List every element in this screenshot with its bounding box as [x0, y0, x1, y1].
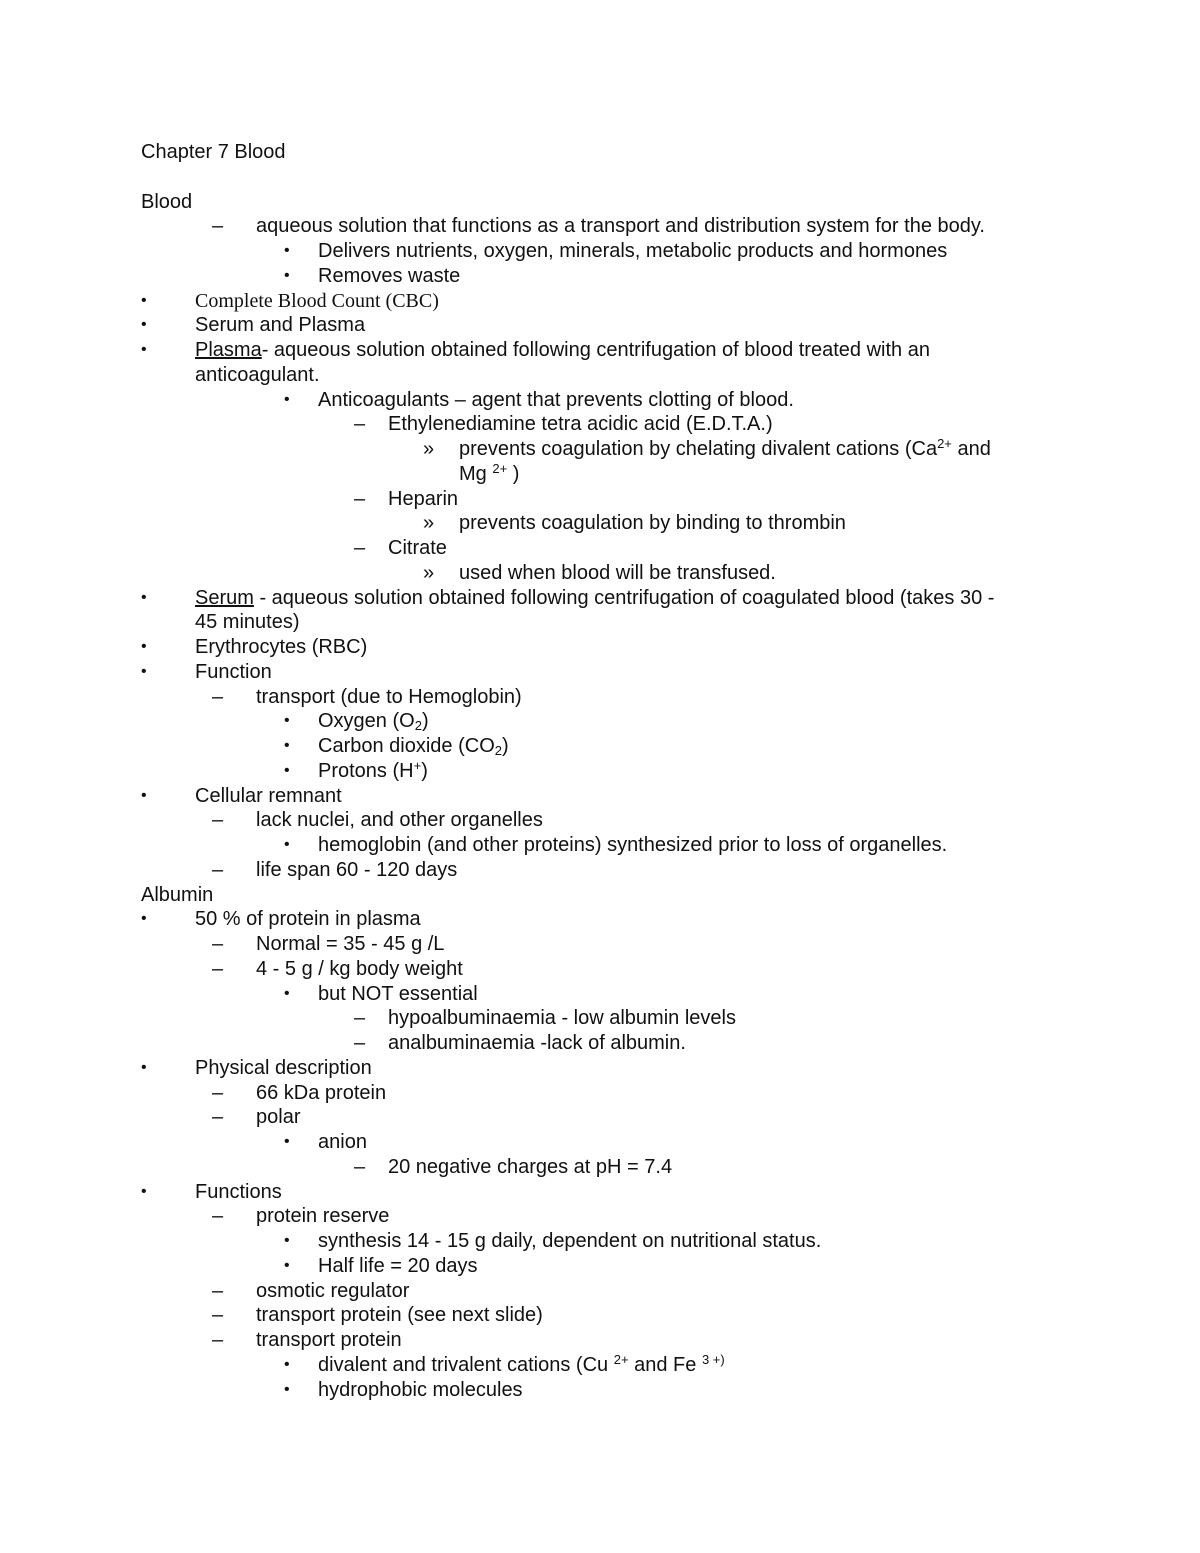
text-run: Citrate	[388, 537, 447, 559]
bullet-marker: •	[284, 984, 290, 1002]
outline-line	[0, 313, 1200, 338]
text-run: Serum and Plasma	[195, 314, 366, 337]
text-run: )	[501, 735, 509, 757]
line-text	[318, 1130, 367, 1155]
outline-line	[0, 685, 1200, 710]
outline-line	[0, 1204, 1200, 1229]
outline-line	[0, 140, 1200, 165]
dash-marker: –	[354, 413, 366, 436]
dash-marker: –	[212, 1081, 224, 1104]
outline-line	[0, 957, 1200, 982]
outline-line	[0, 1031, 1200, 1056]
outline-line	[0, 1006, 1200, 1031]
bullet-marker: •	[284, 390, 290, 408]
line-text	[195, 1180, 282, 1205]
text-run: hydrophobic molecules	[318, 1378, 523, 1401]
line-text	[459, 561, 776, 586]
line-text	[459, 462, 519, 487]
bullet-marker: •	[141, 588, 147, 606]
outline-line	[0, 660, 1200, 685]
bullet-marker: •	[284, 1256, 290, 1274]
outline-line	[0, 214, 1200, 239]
outline-line	[0, 1081, 1200, 1106]
bullet-marker: •	[284, 712, 290, 730]
text-run: - aqueous solution obtained following centrifugation of coagulated blood (takes 30 -	[253, 586, 995, 609]
dash-marker: –	[212, 809, 224, 832]
line-text	[195, 784, 342, 809]
outline-line	[0, 1353, 1200, 1378]
outline-line	[0, 784, 1200, 809]
outline-line	[0, 610, 1200, 635]
outline-line	[0, 363, 1200, 388]
term-underlined: Serum	[195, 586, 254, 609]
line-text	[256, 1303, 543, 1328]
text-run: 4 - 5 g / kg body weight	[256, 957, 463, 980]
text-run: Ethylenediamine tetra acidic acid (E.D.T.A.)	[388, 413, 773, 436]
outline-line	[0, 239, 1200, 264]
line-text	[318, 264, 460, 289]
text-run: Mg	[459, 462, 493, 485]
dash-marker: –	[212, 1304, 224, 1327]
line-text	[256, 1204, 389, 1229]
outline-line	[0, 1328, 1200, 1353]
text-run: prevents coagulation by chelating divalent cations (Ca	[459, 438, 938, 460]
text-run: lack nuclei, and other organelles	[256, 809, 543, 832]
bullet-marker: •	[141, 1182, 147, 1200]
text-run: 45 minutes)	[195, 611, 300, 634]
outline-line	[0, 907, 1200, 932]
line-text	[388, 412, 773, 437]
line-text	[318, 833, 947, 858]
text-run: Protons (H	[318, 759, 414, 782]
line-text	[318, 388, 794, 413]
line-text	[388, 1006, 736, 1031]
text-run: Half life = 20 days	[318, 1254, 478, 1277]
text-run: 50 % of protein in plasma	[195, 908, 421, 931]
bullet-marker: •	[284, 1232, 290, 1249]
line-text	[195, 635, 367, 660]
outline-line	[0, 190, 1200, 215]
line-text	[318, 709, 429, 734]
line-text	[388, 487, 458, 512]
line-text	[459, 437, 991, 462]
bullet-marker: •	[141, 291, 147, 309]
line-text	[195, 586, 994, 611]
text-run: life span 60 - 120 days	[256, 858, 458, 881]
text-run: Complete Blood Count (CBC)	[195, 289, 439, 312]
line-text	[141, 883, 213, 908]
line-text	[256, 808, 543, 833]
bullet-marker: •	[284, 1355, 290, 1373]
outline-line	[0, 462, 1200, 487]
line-text	[256, 957, 463, 982]
text-run: hypoalbuminaemia - low albumin levels	[388, 1007, 736, 1030]
text-run: divalent and trivalent cations (Cu	[318, 1353, 614, 1376]
dash-marker: –	[212, 215, 224, 238]
text-run: Oxygen (O	[318, 710, 415, 733]
text-run: Removes waste	[318, 264, 461, 287]
dash-marker: –	[212, 685, 224, 708]
line-text	[195, 338, 930, 363]
text-run: protein reserve	[256, 1205, 390, 1228]
text-run: Albumin	[141, 883, 214, 906]
text-run: and	[951, 438, 991, 460]
text-run: Function	[195, 660, 272, 683]
text-run: Heparin	[388, 487, 459, 510]
text-run: hemoglobin (and other proteins) synthesized prior to loss of organelles.	[318, 834, 948, 856]
line-text	[318, 239, 947, 264]
outline-line	[0, 982, 1200, 1007]
line-text	[141, 190, 192, 215]
outline-line	[0, 1155, 1200, 1180]
dash-marker: –	[212, 1205, 224, 1228]
text-run: synthesis 14 - 15 g daily, dependent on nutritional status.	[318, 1230, 822, 1252]
line-text	[256, 1081, 386, 1106]
text-run: )	[507, 462, 520, 485]
text-run: 20 negative charges at pH = 7.4	[388, 1155, 673, 1178]
text-run: prevents coagulation by binding to thrombin	[459, 512, 846, 535]
dash-marker: –	[212, 1279, 224, 1302]
outline-line	[0, 734, 1200, 759]
line-text	[195, 1056, 372, 1081]
line-text	[318, 1378, 523, 1403]
text-run: and Fe	[628, 1353, 702, 1376]
outline-line	[0, 1303, 1200, 1328]
line-text	[256, 1105, 300, 1130]
superscript: 2+	[937, 436, 952, 451]
line-text	[318, 734, 509, 759]
bullet-marker: •	[284, 836, 290, 853]
superscript: 2+	[613, 1351, 629, 1367]
outline-line	[0, 709, 1200, 734]
superscript: 2+	[492, 460, 508, 476]
text-run: anion	[318, 1131, 367, 1153]
outline-line	[0, 289, 1200, 314]
outline-line	[0, 487, 1200, 512]
text-run: anticoagulant.	[195, 363, 320, 386]
line-text	[195, 363, 320, 388]
dash-marker: –	[354, 1032, 366, 1054]
text-run: Erythrocytes (RBC)	[195, 636, 368, 658]
text-run: aqueous solution that functions as a transport and distribution system for the body.	[256, 215, 985, 238]
outline-line	[0, 1378, 1200, 1403]
subscript: 2	[494, 743, 502, 758]
outline-line	[0, 1130, 1200, 1155]
line-text	[195, 289, 439, 314]
text-run: Physical description	[195, 1056, 372, 1079]
chevron-marker: »	[423, 438, 435, 460]
line-text	[141, 140, 286, 165]
outline-line	[0, 1056, 1200, 1081]
chevron-marker: »	[423, 561, 435, 584]
outline-line	[0, 883, 1200, 908]
line-text	[256, 685, 522, 710]
line-text	[459, 511, 846, 536]
line-text	[256, 1279, 409, 1304]
line-text	[318, 982, 478, 1007]
text-run: transport protein (see next slide)	[256, 1304, 543, 1327]
outline-line	[0, 536, 1200, 561]
bullet-marker: •	[284, 1380, 290, 1398]
line-text	[318, 1229, 821, 1254]
text-run: analbuminaemia -lack of albumin.	[388, 1032, 686, 1054]
subscript: 2	[414, 718, 422, 734]
text-run: Anticoagulants – agent that prevents clotting of blood.	[318, 388, 794, 411]
outline-line	[0, 635, 1200, 660]
outline-line	[0, 511, 1200, 536]
bullet-marker: •	[284, 761, 290, 779]
line-text	[256, 214, 985, 239]
bullet-marker: •	[141, 341, 147, 358]
line-text	[388, 536, 447, 561]
outline-line	[0, 412, 1200, 437]
bullet-marker: •	[141, 638, 147, 655]
bullet-marker: •	[141, 910, 147, 928]
text-run: Delivers nutrients, oxygen, minerals, metabolic products and hormones	[318, 240, 948, 262]
line-text	[195, 907, 421, 932]
text-run: )	[421, 759, 428, 782]
line-text	[256, 932, 444, 957]
bullet-marker: •	[141, 786, 147, 804]
outline-line	[0, 1254, 1200, 1279]
text-run: Cellular remnant	[195, 784, 342, 807]
dash-marker: –	[354, 1155, 366, 1178]
dash-marker: –	[354, 1007, 366, 1030]
text-run: Chapter 7 Blood	[141, 141, 286, 163]
document-page	[0, 140, 1200, 1402]
text-run: Normal = 35 - 45 g /L	[256, 933, 445, 955]
bullet-marker: •	[284, 1133, 290, 1150]
text-run: Blood	[141, 190, 193, 213]
line-text	[318, 1254, 478, 1279]
blank-line	[0, 165, 1200, 190]
text-run: polar	[256, 1106, 301, 1129]
line-text	[195, 660, 272, 685]
outline-line	[0, 759, 1200, 784]
text-run: 66 kDa protein	[256, 1081, 387, 1104]
outline-line	[0, 858, 1200, 883]
text-run: - aqueous solution obtained following centrifugation of blood treated with an	[261, 339, 930, 361]
outline-line	[0, 808, 1200, 833]
outline-line	[0, 264, 1200, 289]
line-text	[256, 1328, 402, 1353]
bullet-marker: •	[141, 316, 147, 334]
text-run: transport protein	[256, 1329, 402, 1351]
outline-line	[0, 1105, 1200, 1130]
text-run: transport (due to Hemoglobin)	[256, 685, 522, 708]
text-run: but NOT essential	[318, 982, 478, 1005]
outline-line	[0, 1279, 1200, 1304]
line-text	[318, 759, 428, 784]
term-underlined: Plasma	[195, 339, 262, 361]
outline-line	[0, 1180, 1200, 1205]
text-run: Carbon dioxide (CO	[318, 735, 495, 757]
line-text	[388, 1031, 686, 1056]
line-text	[195, 610, 300, 635]
dash-marker: –	[354, 537, 366, 559]
dash-marker: –	[212, 858, 224, 881]
outline-line	[0, 437, 1200, 462]
outline-line	[0, 561, 1200, 586]
text-run: osmotic regulator	[256, 1279, 410, 1302]
superscript: +	[413, 757, 422, 773]
outline-line	[0, 1229, 1200, 1254]
outline-line	[0, 932, 1200, 957]
outline-line	[0, 338, 1200, 363]
outline-line	[0, 586, 1200, 611]
text-run: used when blood will be transfused.	[459, 561, 776, 584]
dash-marker: –	[212, 933, 224, 955]
dash-marker: –	[212, 1329, 224, 1351]
outline-line	[0, 388, 1200, 413]
line-text	[318, 1353, 725, 1378]
dash-marker: –	[212, 1106, 224, 1129]
superscript: 3 +)	[701, 1351, 725, 1367]
bullet-marker: •	[284, 242, 290, 259]
bullet-marker: •	[141, 662, 147, 680]
text-run: Functions	[195, 1180, 282, 1203]
dash-marker: –	[354, 487, 366, 510]
chevron-marker: »	[423, 512, 435, 535]
line-text	[388, 1155, 672, 1180]
bullet-marker: •	[284, 737, 290, 754]
line-text	[195, 313, 365, 338]
bullet-marker: •	[284, 266, 290, 284]
outline-line	[0, 833, 1200, 858]
bullet-marker: •	[141, 1058, 147, 1076]
dash-marker: –	[212, 957, 224, 980]
line-text	[256, 858, 457, 883]
text-run: )	[421, 710, 429, 733]
